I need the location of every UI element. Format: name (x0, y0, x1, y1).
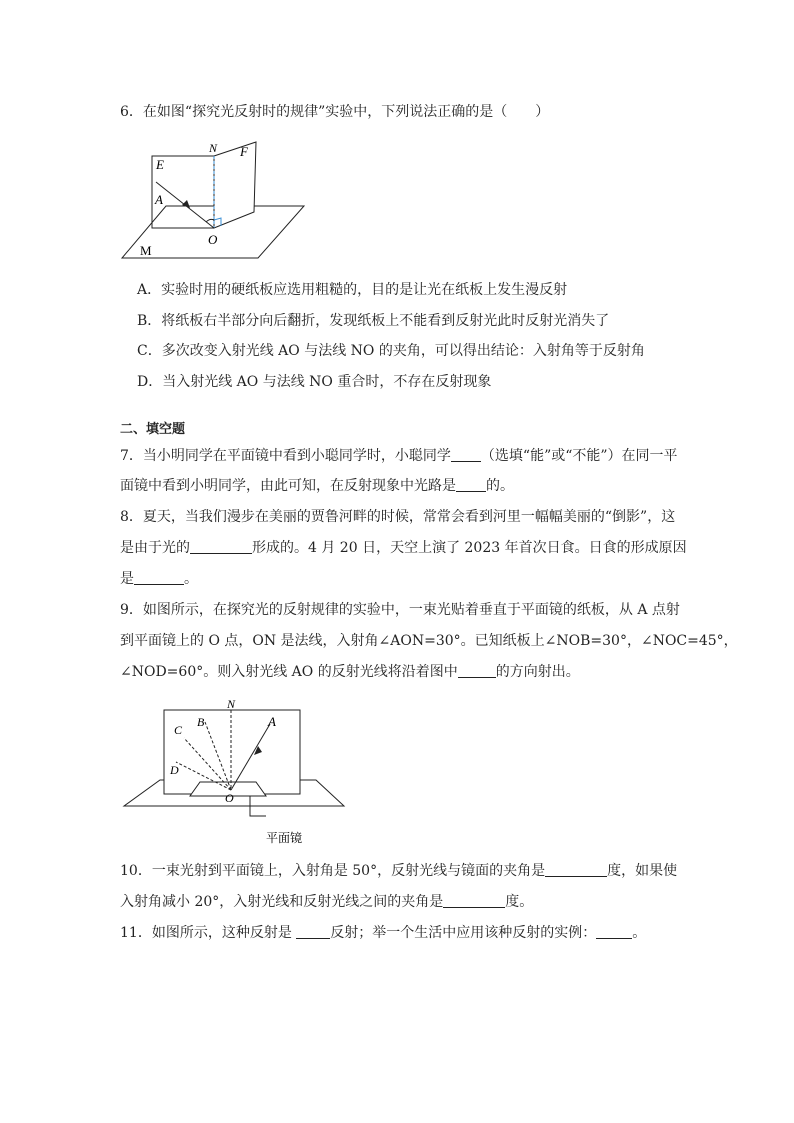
q7-text-1b: （选填“能”或“不能”）在同一平 (480, 448, 678, 464)
q7-text-1a: 7．当小明同学在平面镜中看到小聪同学时，小聪同学 (120, 448, 451, 464)
label-b: B (197, 715, 205, 729)
q9-figure (120, 696, 350, 846)
q10-line1 (120, 861, 677, 881)
board-f (214, 142, 256, 228)
label-o: O (208, 232, 218, 247)
q8-text-2a: 是由于光的 (120, 540, 190, 556)
mirror-label: 平面镜 (266, 831, 303, 845)
q10-text-1b: 度，如果使 (607, 863, 678, 879)
label-c: C (174, 723, 183, 737)
q11-blank-2[interactable] (596, 924, 632, 939)
q6-option-a: A．实验时用的硬纸板应选用粗糙的，目的是让光在纸板上发生漫反射 (137, 282, 568, 298)
q8-text-2b: 形成的。4 月 20 日，天空上演了 2023 年首次日食。日食的形成原因 (252, 540, 687, 556)
q10-blank-1[interactable] (545, 862, 607, 877)
q6-stem: 6．在如图“探究光反射时的规律”实验中，下列说法正确的是（ ） (120, 104, 550, 120)
q9-line2: 到平面镜上的 O 点，ON 是法线，入射角∠AON=30°。已知纸板上∠NOB=30°，∠NOC=45°， (120, 633, 738, 649)
q11-text-1a: 11．如图所示，这种反射是 (120, 925, 297, 941)
label-f: F (240, 144, 248, 159)
q11-text-1c: 。 (632, 925, 647, 941)
q8-blank-1[interactable] (190, 539, 252, 554)
q8-text-3b: 。 (184, 571, 198, 587)
q10-blank-2[interactable] (443, 893, 505, 908)
q8-blank-2[interactable] (134, 570, 184, 585)
q11-line1 (120, 923, 646, 943)
q10-line2 (120, 892, 533, 912)
ray-arrow-icon (182, 200, 190, 208)
q7-text-2a: 面镜中看到小明同学，由此可知，在反射现象中光路是 (120, 478, 456, 494)
label-m: M (140, 243, 152, 258)
q8-line1: 8．夏天，当我们漫步在美丽的贾鲁河畔的时候，常常会看到河里一幅幅美丽的“倒影”，这 (120, 509, 676, 525)
vertical-board (164, 710, 300, 794)
q6-option-c: C．多次改变入射光线 AO 与法线 NO 的夹角，可以得出结论：入射角等于反射角 (137, 343, 645, 359)
q11-text-1b: 反射；举一个生活中应用该种反射的实例： (330, 925, 597, 941)
q9-line3 (120, 662, 580, 682)
label-n: N (209, 141, 218, 155)
label-o: O (225, 791, 234, 805)
q7-blank-2[interactable] (456, 477, 486, 492)
q6-option-b: B．将纸板右半部分向后翻折，发现纸板上不能看到反射光此时反射光消失了 (137, 313, 610, 329)
q9-text-3b: 的方向射出。 (495, 664, 580, 680)
q8-line3 (120, 569, 198, 589)
q7-text-2b: 的。 (486, 478, 514, 494)
q11-blank-1[interactable] (296, 924, 330, 939)
q8-line2 (120, 538, 687, 558)
q9-text-3a: ∠NOD=60°。则入射光线 AO 的反射光线将沿着图中 (120, 664, 458, 680)
section-title: 二、填空题 (120, 422, 186, 437)
label-e: E (156, 157, 164, 172)
q7-line1 (120, 446, 678, 466)
label-a: A (268, 714, 276, 729)
q10-text-2b: 度。 (505, 894, 534, 910)
q8-text-3a: 是 (120, 571, 134, 587)
label-n: N (227, 697, 236, 711)
q6-option-d: D．当入射光线 AO 与法线 NO 重合时，不存在反射现象 (137, 374, 492, 390)
label-a: A (155, 192, 163, 207)
q9-line1: 9．如图所示，在探究光的反射规律的实验中，一束光贴着垂直于平面镜的纸板，从 A 点射 (120, 602, 680, 618)
q6-figure (118, 134, 308, 264)
q9-blank-1[interactable] (458, 663, 496, 678)
q10-text-2a: 入射角减小 20°，入射光线和反射光线之间的夹角是 (120, 894, 444, 910)
angle-arc (206, 219, 214, 222)
q10-text-1a: 10．一束光射到平面镜上，入射角是 50°，反射光线与镜面的夹角是 (120, 863, 546, 879)
q7-line2 (120, 476, 514, 496)
q7-blank-1[interactable] (451, 447, 481, 462)
label-d: D (170, 763, 179, 777)
